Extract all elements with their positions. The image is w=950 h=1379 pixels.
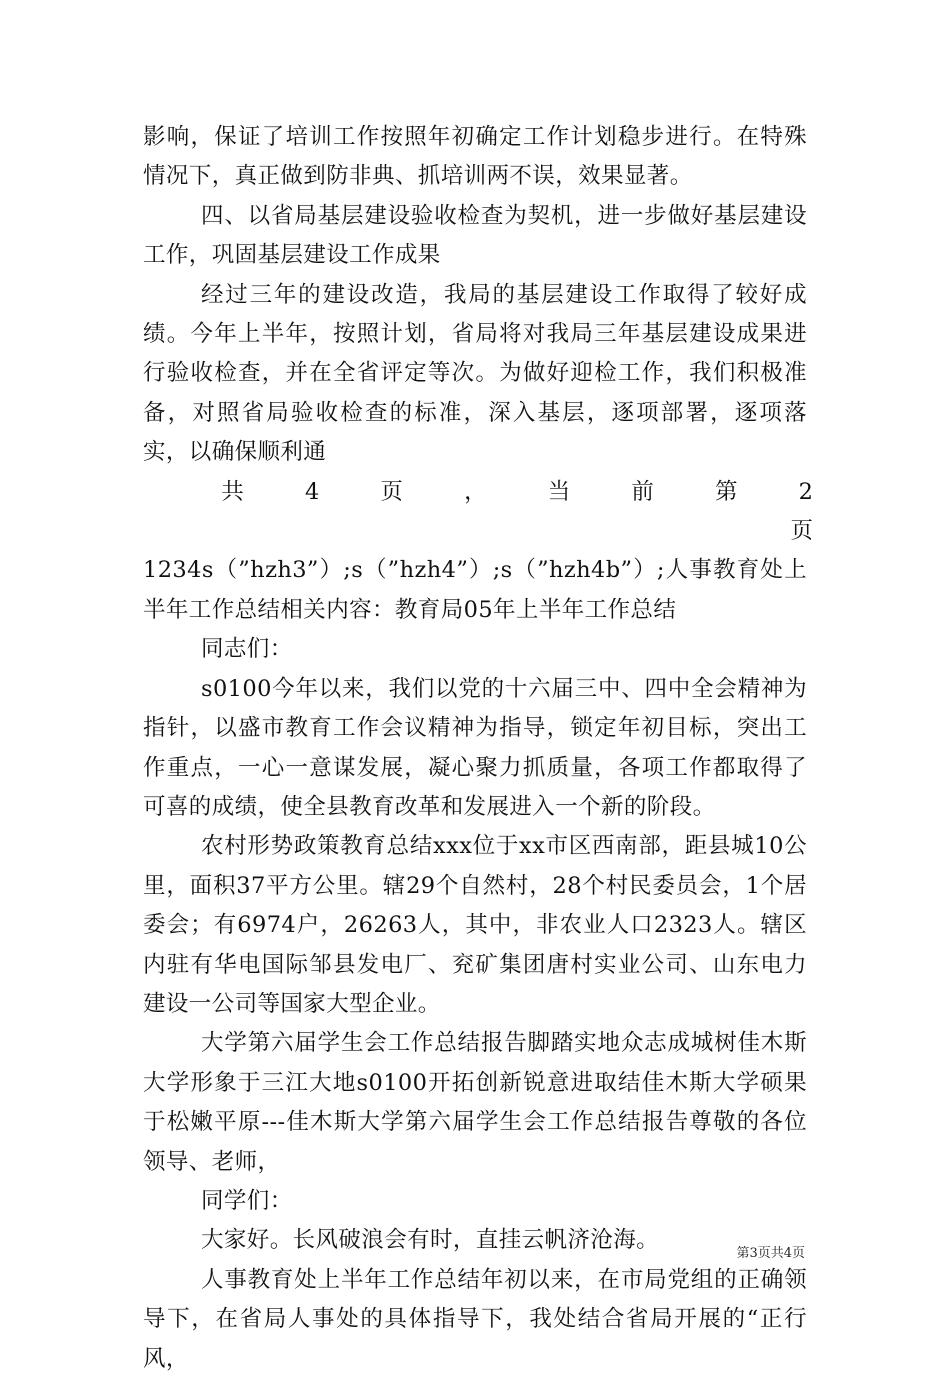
paragraph-5: 同志们： xyxy=(201,636,293,663)
document-body xyxy=(143,118,831,1379)
page-footer: 第3页共4页 xyxy=(736,1246,805,1261)
paragraph-4: 1234s（”hzh3”）;s（”hzh4”）;s（”hzh4b”）;人事教育处上半年工作总结相关内容：教育局05年上半年工作总结 xyxy=(143,557,807,623)
page-count-line xyxy=(143,473,831,552)
paragraph-6: s0100今年以来，我们以党的十六届三中、四中全会精神为指针，以盛市教育工作会议精神为指导，锁定年初目标，突出工作重点，一心一意谋发展，凝心聚力抓质量，各项工作都取得了可喜的成绩，使全县教育改革和发展进入一个新的阶段。 xyxy=(143,675,807,820)
paragraph-11: 人事教育处上半年工作总结年初以来，在市局党组的正确领导下，在省局人事处的具体指导下，我处结合省局开展的“正行风， xyxy=(143,1266,807,1372)
paragraph-1: 影响，保证了培训工作按照年初确定工作计划稳步进行。在特殊情况下，真正做到防非典、抓培训两不误，效果显著。 xyxy=(143,124,807,190)
paragraph-10: 大家好。长风破浪会有时，直挂云帆济沧海。 xyxy=(201,1227,660,1254)
paragraph-9: 同学们： xyxy=(201,1187,293,1214)
paragraph-8: 大学第六届学生会工作总结报告脚踏实地众志成城树佳木斯大学形象于三江大地s0100开拓创新锐意进取结佳木斯大学硕果于松嫩平原---佳木斯大学第六届学生会工作总结报告尊敬的各位领导、老师， xyxy=(143,1030,807,1175)
paragraph-3: 经过三年的建设改造，我局的基层建设工作取得了较好成绩。今年上半年，按照计划，省局将对我局三年基层建设成果进行验收检查，并在全省评定等次。为做好迎检工作，我们积极准备，对照省局验收检查的标准，深入基层，逐项部署，逐项落实，以确保顺利通 xyxy=(143,281,807,466)
paragraph-7: 农村形势政策教育总结xxx位于xx市区西南部，距县城10公里，面积37平方公里。辖29个自然村，28个村民委员会，1个居委会；有6974户，26263人，其中，非农业人口2323人。辖区内驻有华电国际邹县发电厂、兖矿集团唐村实业公司、山东电力建设一公司等国家大型企业。 xyxy=(143,833,807,1017)
paragraph-2: 四、以省局基层建设验收检查为契机，进一步做好基层建设工作，巩固基层建设工作成果 xyxy=(143,202,807,269)
page-count-text: 共 4 页 ， 当 前 第 2 页 xyxy=(221,478,831,545)
